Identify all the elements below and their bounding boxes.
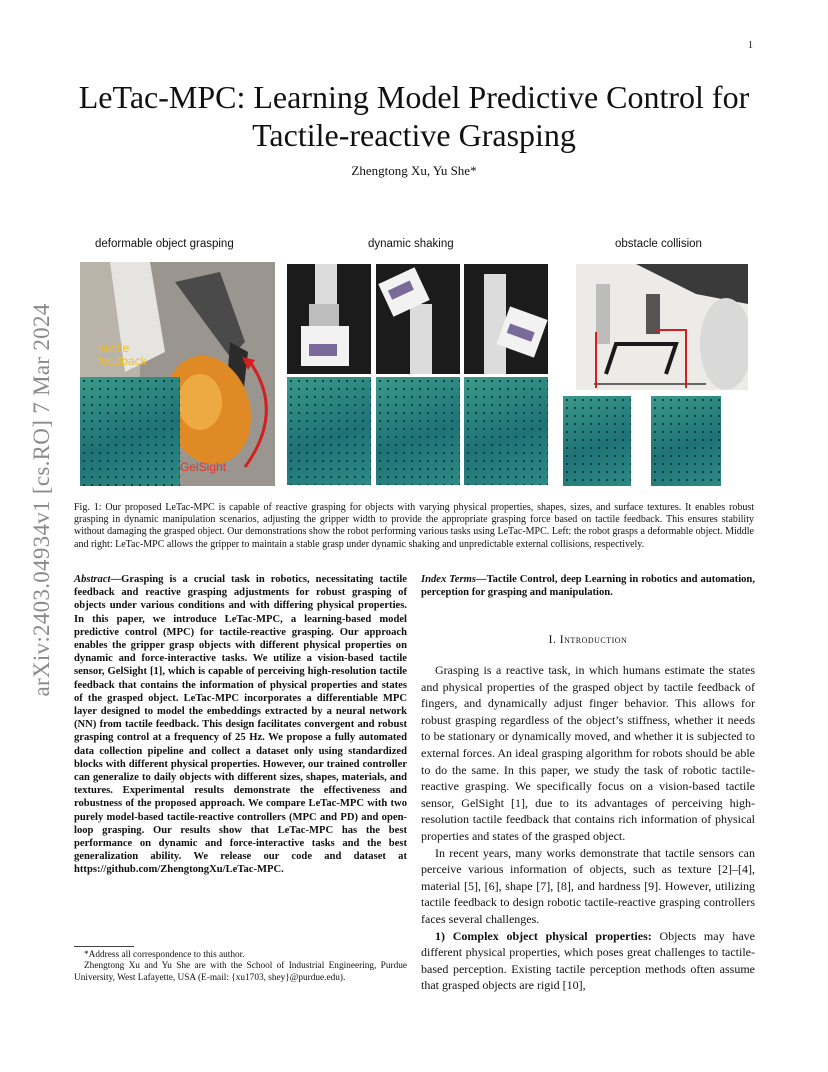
figure-label-deformable: deformable object grasping	[95, 238, 234, 250]
figure-label-shaking: dynamic shaking	[368, 238, 454, 250]
shaking-tactile-1	[287, 377, 371, 485]
collision-tactile-1	[563, 396, 631, 486]
shaking-photo-2	[376, 264, 460, 374]
collision-photo	[576, 264, 748, 390]
intro-paragraph-1: Grasping is a reactive task, in which humans estimate the states and physical properties of the grasped object by tactile feedback of fingers, and dynamically adjust finger behavior. This allows for robust grasping regardless of the object’s stiffness, whether it needs to be stationary or dynamically moved, and whether it is subjected to external forces. An ideal grasping algorithm for robots should be able to do the same. In this paper, we study the task of robotic tactile-reactive grasping. We specifically focus on a vision-based tactile sensor, GelSight [1], due to its advantages of perceiving high-resolution tactile feedback that contains rich information of physical properties and states of the grasped object.	[421, 663, 755, 843]
abstract	[74, 573, 407, 877]
index-terms-text: —Tactile Control, deep Learning in robotics and automation, perception for grasping and manipulation.	[421, 574, 755, 599]
abstract-text: —Grasping is a crucial task in robotics, necessitating tactile feedback and reactive grasping adjustments for robust grasping of objects under various conditions and with differing physical properties. In this paper, we introduce LeTac-MPC, a learning-based model predictive control (MPC) for tactile-reactive grasping. Our approach enables the gripper grasp objects with different physical properties on dynamic and force-interactive tasks. We utilize a vision-based tactile sensor, GelSight [1], which is capable of perceiving high-resolution tactile feedback that contains the information of physical properties and states of the grasped object. LeTac-MPC incorporates a differentiable MPC layer designed to model the embeddings extracted by a neural network (NN) from tactile feedback. This design facilitates convergent and robust grasping control at a frequency of 25 Hz. We propose a fully automated data collection pipeline and collect a dataset only using standardized blocks with different physical properties. However, our trained controller can generalize to daily objects with different sizes, shapes, materials, and textures. Experimental results demonstrate the effectiveness and robustness of the proposed approach. We compare LeTac-MPC with two purely model-based tactile-reactive controllers (MPC and PD) and open-loop grasping. Our results show that LeTac-MPC has the best performance on dynamic and force-interactive tasks and the best generalization ability. We release our code and dataset at https://github.com/ZhengtongXu/LeTac-MPC.	[74, 574, 407, 876]
intro-paragraph-2: In recent years, many works demonstrate that tactile sensors can perceive various information of objects, such as texture [2]–[4], material [5], [6], shape [7], [8], and hardness [9]. However, utilizing tactile feedback to design robotic tactile-reactive grasping controllers faces several challenges.	[421, 845, 755, 926]
section-number: I.	[548, 634, 557, 646]
page-number: 1	[748, 40, 753, 51]
shaking-tactile-2	[376, 377, 460, 485]
section-heading	[421, 634, 755, 646]
authors: Zhengtong Xu, Yu She*	[351, 163, 477, 178]
arxiv-stamp-text: arXiv:2403.04934v1 [cs.RO] 7 Mar 2024	[29, 303, 54, 697]
footnote-rule	[74, 946, 134, 947]
shaking-tactile-3	[464, 377, 548, 485]
intro-paragraph-3	[421, 928, 755, 994]
figure-label-collision: obstacle collision	[615, 238, 702, 250]
item1-text: Objects may have different physical properties, which poses great challenges to tactile-based perception. Existing tactile perception methods often assume that grasped objects are rigid [10],	[421, 928, 755, 993]
collision-tactile-2	[651, 396, 721, 486]
arxiv-stamp	[22, 290, 62, 710]
index-terms-label: Index Terms	[421, 574, 476, 585]
figure-caption: Fig. 1: Our proposed LeTac-MPC is capable of reactive grasping for objects with varying physical properties, shapes, sizes, and surface textures. It enables robust grasping in dynamic manipulation scenarios, adjusting the gripper width to provide the appropriate grasping force based on tactile feedback. This ensures stability without damaging the grasped object. Our demonstrations show the robot performing various tasks using LeTac-MPC. Left: the robot grasps a deformable object. Middle and right: LeTac-MPC allows the gripper to maintain a stable grasp under dynamic shaking and unpredictable external collisions, respectively.	[74, 502, 754, 550]
footnote-line-2: Zhengtong Xu and Yu She are with the School of Industrial Engineering, Purdue University, West Lafayette, USA (E-mail: {xu1703, shey}@purdue.edu).	[74, 961, 407, 983]
overlay-gelsight: GelSight	[180, 460, 227, 474]
paper-title: LeTac-MPC: Learning Model Predictive Control for Tactile-reactive Grasping	[78, 79, 750, 153]
item1-label: 1) Complex object physical properties:	[435, 928, 652, 943]
shaking-photo-3	[464, 264, 548, 374]
index-terms	[421, 573, 755, 599]
overlay-tactile-feedback: tactile feedback	[98, 341, 147, 368]
tactile-image	[80, 377, 180, 486]
footnote	[74, 950, 407, 984]
footnote-line-1: *Address all correspondence to this author.	[84, 950, 245, 960]
shaking-photo-1	[287, 264, 371, 374]
section-title: Introduction	[559, 634, 628, 646]
abstract-label: Abstract	[74, 574, 111, 585]
figure-panel-deformable	[80, 262, 275, 486]
introduction-body	[421, 662, 755, 994]
